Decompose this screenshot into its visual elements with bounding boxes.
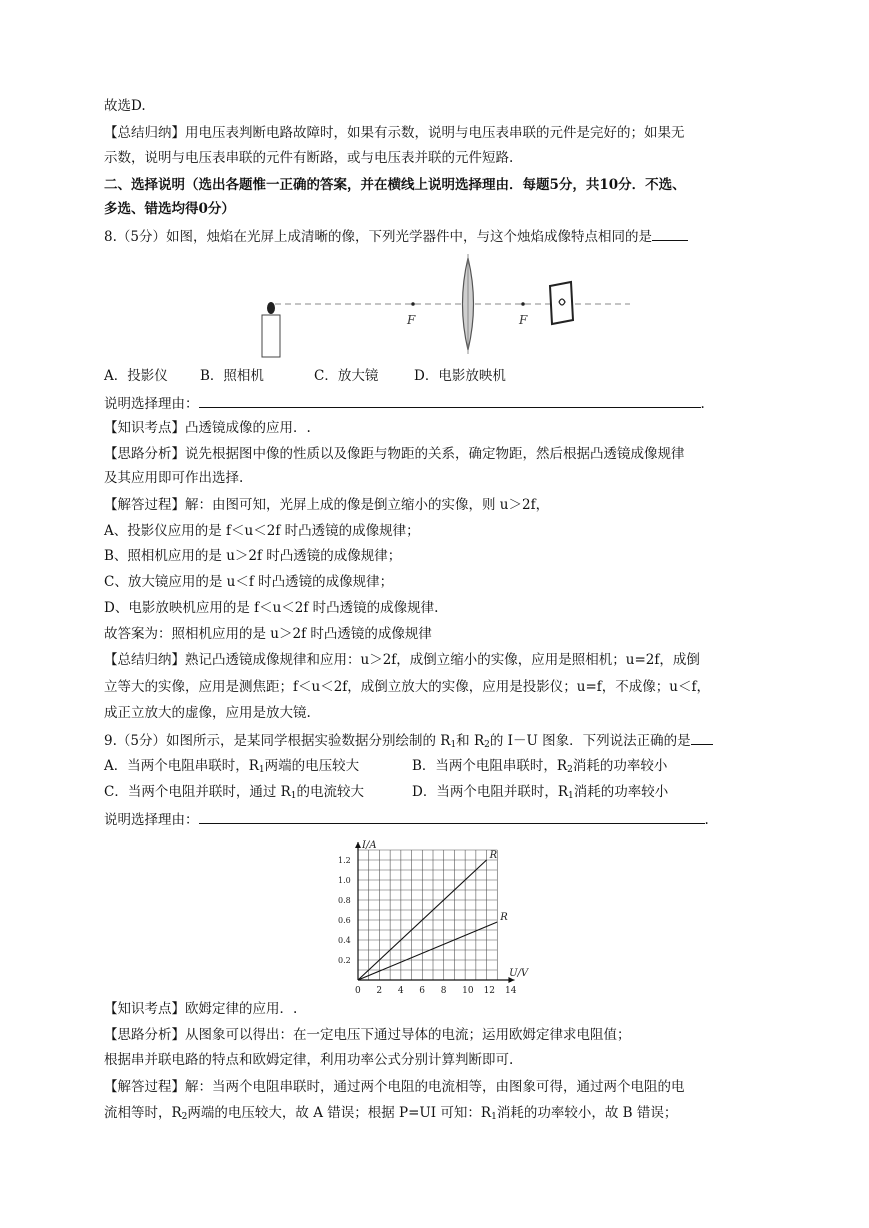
question-8 (104, 226, 688, 247)
q9-process-2: 流相等时，$R_2$两端的电压较大，故 A 错误；根据 P=UI 可知：$R_1$消耗的功率较小，故 B 错误； (104, 1105, 678, 1122)
summary-line-1: 【总结归纳】用电压表判断电路故障时，如果有示数，说明与电压表串联的元件是完好的；如果无 (104, 125, 685, 141)
x-axis-label: U/V (509, 968, 529, 979)
x-tick-label: 14 (505, 986, 517, 996)
q8-process-6: 故答案为：照相机应用的是 u＞2f 时凸透镜的成像规律 (104, 626, 432, 642)
y-tick-label: 0.6 (338, 916, 351, 925)
choice-9-c[interactable]: C．当两个电阻并联时，通过 $R_1$的电流较大 (104, 784, 365, 801)
reason-blank-8[interactable] (199, 393, 701, 408)
reason-line-9: 说明选择理由： . (104, 809, 709, 830)
focal-point-left (411, 302, 415, 306)
choice-9-d[interactable]: D．当两个电阻并联时，$R_1$消耗的功率较小 (412, 784, 669, 801)
answer-blank-9[interactable] (691, 730, 713, 745)
reason-blank-9[interactable] (199, 809, 705, 824)
q9-knowledge: 【知识考点】欧姆定律的应用．. (104, 1001, 298, 1017)
q8-analysis-2: 及其应用即可作出选择. (104, 470, 244, 486)
q9-analysis-2: 根据串并联电路的特点和欧姆定律，利用功率公式分别计算判断即可. (104, 1052, 514, 1068)
series-label-2: R (500, 912, 508, 923)
q8-analysis-1: 【思路分析】说先根据图中像的性质以及像距与物距的关系，确定物距，然后根据凸透镜成像规律 (104, 446, 685, 462)
y-tick-label: 1.0 (338, 876, 351, 885)
x-tick-label: 4 (397, 986, 404, 996)
question-8-choices (104, 366, 506, 386)
reason-label: 说明选择理由： (104, 396, 199, 412)
question-9-choices-2 (104, 782, 668, 806)
focal-label-right: F (519, 313, 528, 327)
y-tick-label: 0.8 (338, 896, 351, 905)
answer-blank-8[interactable] (652, 226, 688, 241)
choice-8-a[interactable]: A．投影仪 (104, 368, 168, 384)
choice-9-a[interactable]: A．当两个电阻串联时，$R_1$两端的电压较大 (104, 758, 360, 775)
summary-line-2: 示数，说明与电压表串联的元件有断路，或与电压表并联的元件短路. (104, 150, 514, 166)
q9-analysis-1: 【思路分析】从图象可以得出：在一定电压下通过导体的电流；运用欧姆定律求电阻值； (104, 1027, 631, 1043)
q8-process-2: A、投影仪应用的是 f＜u＜2f 时凸透镜的成像规律； (104, 523, 420, 539)
q8-process-1: 【解答过程】解：由图可知，光屏上成的像是倒立缩小的实像，则 u＞2f， (104, 497, 550, 513)
candle-flame (267, 302, 275, 314)
section-heading-1: 二、选择说明（选出各题惟一正确的答案，并在横线上说明选择理由．每题5分，共10分．不选、 (104, 177, 686, 193)
candle (262, 315, 280, 357)
choice-9-b[interactable]: B．当两个电阻串联时，$R_2$消耗的功率较小 (412, 758, 668, 775)
q8-summary-2: 立等大的实像，应用是测焦距；f＜u＜2f，成倒立放大的实像，应用是投影仪；u=f，不成像；u＜f， (104, 679, 710, 695)
focal-label-left: F (407, 313, 416, 327)
section-heading-2: 多选、错选均得0分） (104, 201, 235, 217)
answer-line: 故选D. (104, 98, 146, 114)
x-tick-label: 6 (419, 986, 426, 996)
reason-line-8: 说明选择理由： . (104, 393, 705, 414)
y-axis-arrow (355, 842, 361, 848)
x-tick-label: 0 (355, 986, 361, 996)
q8-process-4: C、放大镜应用的是 u＜f 时凸透镜的成像规律； (104, 574, 394, 590)
question-8-text: 8.（5分）如图，烛焰在光屏上成清晰的像，下列光学器件中，与这个烛焰成像特点相同的是 (104, 229, 652, 245)
q8-knowledge: 【知识考点】凸透镜成像的应用．. (104, 420, 311, 436)
iu-chart (330, 838, 540, 998)
choice-8-d[interactable]: D．电影放映机 (414, 368, 506, 384)
reason-label: 说明选择理由： (104, 812, 199, 828)
q9-process-1: 【解答过程】解：当两个电阻串联时，通过两个电阻的电流相等，由图象可得，通过两个电阻的电 (104, 1079, 685, 1095)
x-tick-label: 8 (440, 986, 447, 996)
series-line-2 (358, 922, 497, 980)
q8-summary-1: 【总结归纳】熟记凸透镜成像规律和应用：u＞2f，成倒立缩小的实像，应用是照相机；u=2f，成倒 (104, 652, 700, 668)
q8-process-5: D、电影放映机应用的是 f＜u＜2f 时凸透镜的成像规律. (104, 600, 439, 616)
y-tick-label: 0.4 (338, 936, 351, 945)
q8-summary-3: 成正立放大的虚像，应用是放大镜. (104, 705, 311, 721)
x-tick-label: 12 (483, 986, 496, 996)
series-label-1: R (489, 850, 498, 861)
y-tick-label: 1.2 (338, 856, 351, 865)
q8-process-3: B、照相机应用的是 u＞2f 时凸透镜的成像规律； (104, 548, 402, 564)
y-tick-label: 0.2 (338, 956, 351, 965)
lens-figure (235, 250, 645, 362)
light-screen (550, 282, 573, 324)
focal-point-right (521, 302, 525, 306)
y-axis-label: I/A (362, 840, 377, 851)
question-9-choices-1 (104, 756, 667, 780)
x-tick-label: 10 (462, 986, 474, 996)
question-9: 9.（5分）如图所示，是某同学根据实验数据分别绘制的 $R_1$和 $R_2$的 I－U 图象．下列说法正确的是 (104, 730, 713, 755)
choice-8-b[interactable]: B．照相机 (200, 368, 264, 384)
choice-8-c[interactable]: C．放大镜 (314, 368, 379, 384)
x-tick-label: 2 (376, 986, 383, 996)
